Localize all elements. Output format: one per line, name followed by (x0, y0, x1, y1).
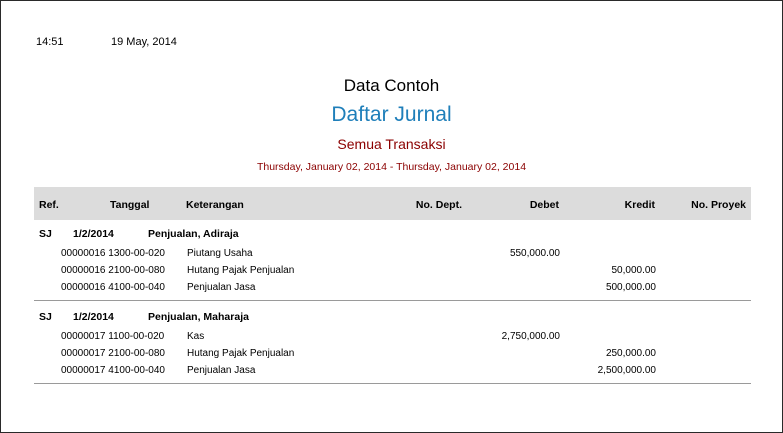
line-account: 00000016 1300-00-020 (61, 248, 165, 259)
company-name: Data Contoh (343, 76, 440, 95)
line-account-name: Penjualan Jasa (187, 282, 256, 293)
line-account: 00000016 2100-00-080 (61, 265, 165, 276)
date-range: Thursday, January 02, 2014 - Thursday, January 02, 2014 (256, 161, 527, 173)
line-account-name: Piutang Usaha (187, 248, 253, 259)
col-keterangan: Keterangan (186, 199, 244, 211)
group-ref: SJ (39, 311, 52, 323)
line-account: 00000016 4100-00-040 (61, 282, 165, 293)
report-title: Daftar Jurnal (331, 103, 452, 126)
line-kredit: 250,000.00 (605, 348, 656, 359)
line-debet: 2,750,000.00 (501, 331, 560, 342)
column-header-row (34, 187, 751, 220)
line-account-name: Hutang Pajak Penjualan (187, 348, 295, 359)
group-ref: SJ (39, 228, 52, 240)
line-account-name: Hutang Pajak Penjualan (187, 265, 295, 276)
line-kredit: 500,000.00 (605, 282, 656, 293)
print-date: 19 May, 2014 (111, 36, 177, 48)
group-date: 1/2/2014 (73, 228, 114, 240)
group-description: Penjualan, Maharaja (148, 311, 249, 323)
line-kredit: 2,500,000.00 (597, 365, 656, 376)
col-tanggal: Tanggal (110, 199, 150, 211)
line-account-name: Kas (187, 331, 205, 342)
col-debet: Debet (529, 199, 559, 211)
report-subtitle: Semua Transaksi (337, 136, 446, 152)
col-dept: No. Dept. (415, 199, 462, 211)
col-ref: Ref. (39, 199, 59, 211)
print-time: 14:51 (36, 36, 64, 48)
line-account: 00000017 1100-00-020 (61, 331, 165, 342)
line-account: 00000017 4100-00-040 (61, 365, 165, 376)
line-kredit: 50,000.00 (611, 265, 656, 276)
group-date: 1/2/2014 (73, 311, 114, 323)
col-kredit: Kredit (624, 199, 655, 211)
group-description: Penjualan, Adiraja (148, 228, 239, 240)
line-account: 00000017 2100-00-080 (61, 348, 165, 359)
line-debet: 550,000.00 (509, 248, 560, 259)
col-proyek: No. Proyek (691, 199, 746, 211)
group-separator (34, 300, 751, 301)
line-account-name: Penjualan Jasa (187, 365, 256, 376)
group-separator (34, 383, 751, 384)
